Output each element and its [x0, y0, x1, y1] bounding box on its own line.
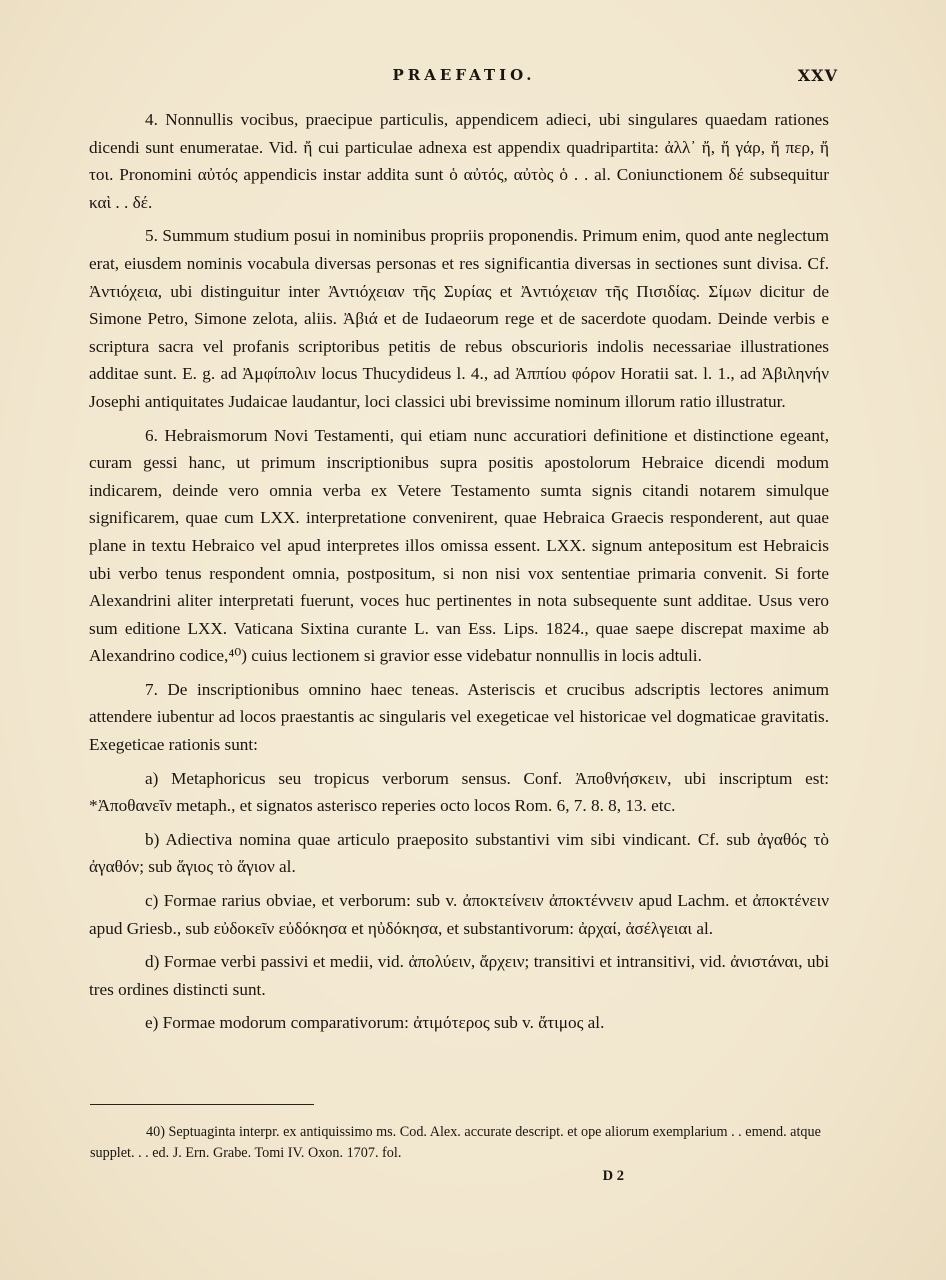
running-title: PRAEFATIO. [392, 66, 536, 84]
page-header [90, 66, 838, 96]
paragraph-6: 6. Hebraismorum Novi Testamenti, qui etiam nunc accuratiori definitione et distinctione egeant, curam gessi hanc, ut primum inscriptionibus supra positis apostolorum Hebraice dicendi modum indicarem, deinde vero omnia verba ex Vetere Testamento sumta signis citandi notarem simulque significarem, quae cum LXX. interpretatione convenirent, quae Hebraica Graecis responderent, aut quae plane in textu Hebraico vel apud interpretes illos omissa essent. LXX. signum antepositum est Hebraicis ubi verbo tenus respondent omnia, postpositum, si non nisi vox sententiae primaria convenit. Si forte Alexandrini aliter interpretati fuerunt, voces huc pertinentes in nota subsequente sunt additae. Usus vero sum editione LXX. Vaticana Sixtina curante L. van Ess. Lips. 1824., quae saepe discrepat maxime ab Alexandrino codice,⁴⁰) cuius lectionem si gravior esse videbatur nonnullis in locis adtuli. [89, 425, 829, 666]
footnote-40: 40) Septuaginta interpr. ex antiquissimo ms. Cod. Alex. accurate descript. et ope aliorum exemplarium . . emend. atque supplet. . . ed. J. Ern. Grabe. Tomi IV. Oxon. 1707. fol. [90, 1124, 821, 1161]
page-number: XXV [797, 66, 838, 85]
subitem-d: d) Formae verbi passivi et medii, vid. ἀπολύειν, ἄρχειν; transitivi et intransitivi, vid. ἀνιστάναι, ubi tres ordines distincti sunt. [89, 952, 829, 999]
subitem-e: e) Formae modorum comparativorum: ἀτιμότερος sub v. ἄτιμος al. [145, 1013, 605, 1033]
subitem-c: c) Formae rarius obviae, et verborum: sub v. ἀποκτείνειν ἀποκτέννειν apud Lachm. et ἀποκτένειν apud Griesb., sub εὐδοκεῖν εὐδόκησα et ηὐδόκησα, et substantivorum: ἀρχαί, ἀσέλγειαι al. [89, 891, 829, 938]
paragraph-7: 7. De inscriptionibus omnino haec teneas. Asteriscis et crucibus adscriptis lectores animum attendere iubentur ad locos praestantis ac singularis vel exegeticae vel historicae vel dogmaticae gravitatis. Exegeticae rationis sunt: [89, 679, 829, 755]
footnote-rule [90, 1104, 314, 1105]
subitem-b: b) Adiectiva nomina quae articulo praeposito substantivi vim sibi vindicant. Cf. sub ἀγαθός τὸ ἀγαθόν; sub ἅγιος τὸ ἅγιον al. [89, 829, 829, 877]
footnote [90, 1122, 830, 1164]
paragraph-4: 4. Nonnullis vocibus, praecipue particulis, appendicem adieci, ubi singulares quaedam rationes dicendi sunt enumeratae. Vid. ἤ cui particulae adnexa est appendix quadripartita: ἀλλ᾽ ἤ, ἤ γάρ, ἤ περ, ἤ τοι. Pronomini αὐτός appendicis instar addita sunt ὁ αὐτός, αὐτὸς ὁ . . al. Coniunctionem δέ subsequitur καὶ . . δέ. [89, 110, 829, 212]
paragraph-5: 5. Summum studium posui in nominibus propriis proponendis. Primum enim, quod ante neglectum erat, eiusdem nominis vocabula diversas personas et res significantia diversas in sectiones sunt divisa. Cf. Ἀντιόχεια, ubi distinguitur inter Ἀντιόχειαν τῆς Συρίας et Ἀντιόχειαν τῆς Πισιδίας. Σίμων dicitur de Simone Petro, Simone zelota, aliis. Ἀβιά et de Iudaeorum rege et de sacerdote quodam. Deinde verbis e scriptura sacra vel profanis scriptoribus petitis de rebus obscurioris indolis necessariae illustrationes additae sunt. E. g. ad Ἀμφίπολιν locus Thucydideus l. 4., ad Ἀππίου φόρον Horatii sat. l. 1., ad Ἀβιληνήν Josephi antiquitates Judaicae laudantur, loci classici ubi brevissime nominum illorum ratio illustratur. [89, 226, 829, 411]
signature-mark: D 2 [602, 1168, 624, 1184]
body-text [89, 106, 829, 1043]
subitem-a: a) Metaphoricus seu tropicus verborum sensus. Conf. Ἀποθνήσκειν, ubi inscriptum est: *Ἀποθανεῖν metaph., et signatos asterisco reperies octo locos Rom. 6, 7. 8. 8, 13. etc. [89, 768, 829, 816]
